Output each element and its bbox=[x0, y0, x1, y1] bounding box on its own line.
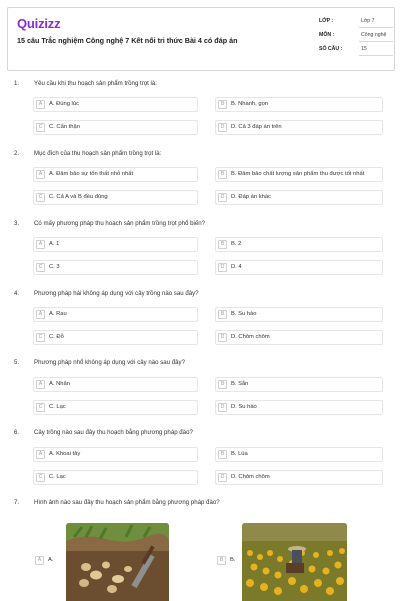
question-number: 3. bbox=[14, 220, 20, 227]
option-letter: A bbox=[36, 310, 45, 319]
question-text: Phương pháp nhổ không áp dụng với cây nào sau đây? bbox=[34, 359, 185, 366]
meta-underline bbox=[359, 55, 393, 56]
option-letter: D bbox=[218, 263, 227, 272]
option-text: B. 2 bbox=[231, 241, 242, 247]
option-d[interactable] bbox=[215, 260, 383, 275]
option-a[interactable] bbox=[33, 518, 193, 598]
option-text: D. 4 bbox=[231, 264, 242, 270]
option-b[interactable] bbox=[215, 518, 375, 598]
option-a[interactable] bbox=[33, 377, 198, 392]
question-text: Yêu cầu khi thu hoạch sản phẩm trồng trọt là: bbox=[34, 80, 157, 87]
option-letter: D bbox=[218, 193, 227, 202]
option-text: A. bbox=[48, 557, 54, 563]
option-a[interactable] bbox=[33, 97, 198, 112]
option-c[interactable] bbox=[33, 120, 198, 135]
option-c[interactable] bbox=[33, 330, 198, 345]
option-text: A. Đúng lúc bbox=[49, 101, 79, 107]
option-text: D. Cả 3 đáp án trên bbox=[231, 124, 282, 130]
option-b[interactable] bbox=[215, 237, 383, 252]
quizizz-logo: Quizizz bbox=[17, 16, 61, 31]
option-text: A. Đảm bảo sự tổn thất nhỏ nhất bbox=[49, 171, 134, 177]
question-number: 5. bbox=[14, 359, 20, 366]
question-text: Cây trồng nào sau đây thu hoạch bằng phương pháp đào? bbox=[34, 429, 193, 436]
meta-underline bbox=[359, 27, 393, 28]
option-text: A. Nhãn bbox=[49, 381, 70, 387]
option-b[interactable] bbox=[215, 97, 383, 112]
option-letter: B bbox=[217, 556, 226, 565]
option-text: A. 1 bbox=[49, 241, 60, 247]
option-letter: A bbox=[36, 100, 45, 109]
question-text: Mục đích của thu hoạch sản phẩm trồng trọt là: bbox=[34, 150, 162, 157]
option-text: C. Cả A và B đều đúng bbox=[49, 194, 108, 200]
option-letter: C bbox=[36, 403, 45, 412]
option-a[interactable] bbox=[33, 167, 198, 182]
option-letter: B bbox=[218, 310, 227, 319]
option-a[interactable] bbox=[33, 447, 198, 462]
option-letter: D bbox=[218, 403, 227, 412]
option-text: D. Đáp án khác bbox=[231, 194, 271, 200]
option-text: D. Chôm chôm bbox=[231, 474, 270, 480]
worksheet-title: 15 câu Trắc nghiệm Công nghệ 7 Kết nối tri thức Bài 4 có đáp án bbox=[17, 36, 238, 45]
question-number: 2. bbox=[14, 150, 20, 157]
option-letter: C bbox=[36, 193, 45, 202]
option-text: B. Sắn bbox=[231, 381, 249, 387]
option-text: B. Nhanh, gọn bbox=[231, 101, 269, 107]
option-b[interactable] bbox=[215, 307, 383, 322]
meta-key: LỚP : bbox=[319, 18, 334, 24]
option-letter: D bbox=[218, 123, 227, 132]
option-letter: B bbox=[218, 100, 227, 109]
option-b[interactable] bbox=[215, 377, 383, 392]
option-letter: B bbox=[218, 380, 227, 389]
option-letter: D bbox=[218, 333, 227, 342]
option-letter: C bbox=[36, 123, 45, 132]
option-text: B. Lúa bbox=[231, 451, 248, 457]
meta-key: SỐ CÂU : bbox=[319, 46, 343, 52]
question-text: Phương pháp hái không áp dụng với cây trồng nào sau đây? bbox=[34, 290, 199, 297]
option-letter: B bbox=[218, 240, 227, 249]
meta-value: Công nghệ bbox=[361, 32, 387, 38]
option-letter: A bbox=[36, 380, 45, 389]
option-letter: C bbox=[36, 333, 45, 342]
option-d[interactable] bbox=[215, 120, 383, 135]
option-c[interactable] bbox=[33, 470, 198, 485]
option-b[interactable] bbox=[215, 447, 383, 462]
meta-key: MÔN : bbox=[319, 32, 335, 38]
option-text: A. Khoai tây bbox=[49, 451, 81, 457]
option-text: C. 3 bbox=[49, 264, 60, 270]
potato-harvest-image bbox=[66, 523, 169, 601]
option-text: C. Đỗ bbox=[49, 334, 64, 340]
option-text: A. Rau bbox=[49, 311, 67, 317]
option-letter: A bbox=[36, 170, 45, 179]
question-number: 1. bbox=[14, 80, 20, 87]
question-number: 4. bbox=[14, 290, 20, 297]
option-text: D. Chôm chôm bbox=[231, 334, 270, 340]
worksheet-header bbox=[7, 7, 395, 71]
meta-value: Lớp 7 bbox=[361, 18, 375, 24]
option-letter: D bbox=[218, 473, 227, 482]
option-a[interactable] bbox=[33, 237, 198, 252]
meta-value: 15 bbox=[361, 46, 367, 52]
question-number: 7. bbox=[14, 499, 20, 506]
option-letter: A bbox=[36, 240, 45, 249]
question-number: 6. bbox=[14, 429, 20, 436]
meta-underline bbox=[359, 41, 393, 42]
option-letter: C bbox=[36, 473, 45, 482]
option-a[interactable] bbox=[33, 307, 198, 322]
option-d[interactable] bbox=[215, 470, 383, 485]
question-text: Hình ảnh nào sau đây thu hoạch sản phẩm bằng phương pháp đào? bbox=[34, 499, 220, 506]
option-text: B. Su hào bbox=[231, 311, 257, 317]
option-letter: C bbox=[36, 263, 45, 272]
option-c[interactable] bbox=[33, 260, 198, 275]
option-c[interactable] bbox=[33, 400, 198, 415]
option-text: C. Lạc bbox=[49, 404, 66, 410]
option-text: B. Đảm bảo chất lượng sản phẩm thu được tốt nhất bbox=[231, 171, 365, 177]
option-letter: A bbox=[35, 556, 44, 565]
option-d[interactable] bbox=[215, 330, 383, 345]
option-d[interactable] bbox=[215, 190, 383, 205]
option-b[interactable] bbox=[215, 167, 383, 182]
question-text: Có mấy phương pháp thu hoạch sản phẩm trồng trọt phổ biến? bbox=[34, 220, 206, 227]
option-letter: A bbox=[36, 450, 45, 459]
option-letter: B bbox=[218, 170, 227, 179]
option-c[interactable] bbox=[33, 190, 198, 205]
option-text: B. bbox=[230, 557, 236, 563]
option-d[interactable] bbox=[215, 400, 383, 415]
flower-field-image bbox=[242, 523, 347, 601]
option-letter: B bbox=[218, 450, 227, 459]
option-text: C. Lạc bbox=[49, 474, 66, 480]
option-text: D. Su hào bbox=[231, 404, 257, 410]
option-text: C. Cẩn thận bbox=[49, 124, 80, 130]
